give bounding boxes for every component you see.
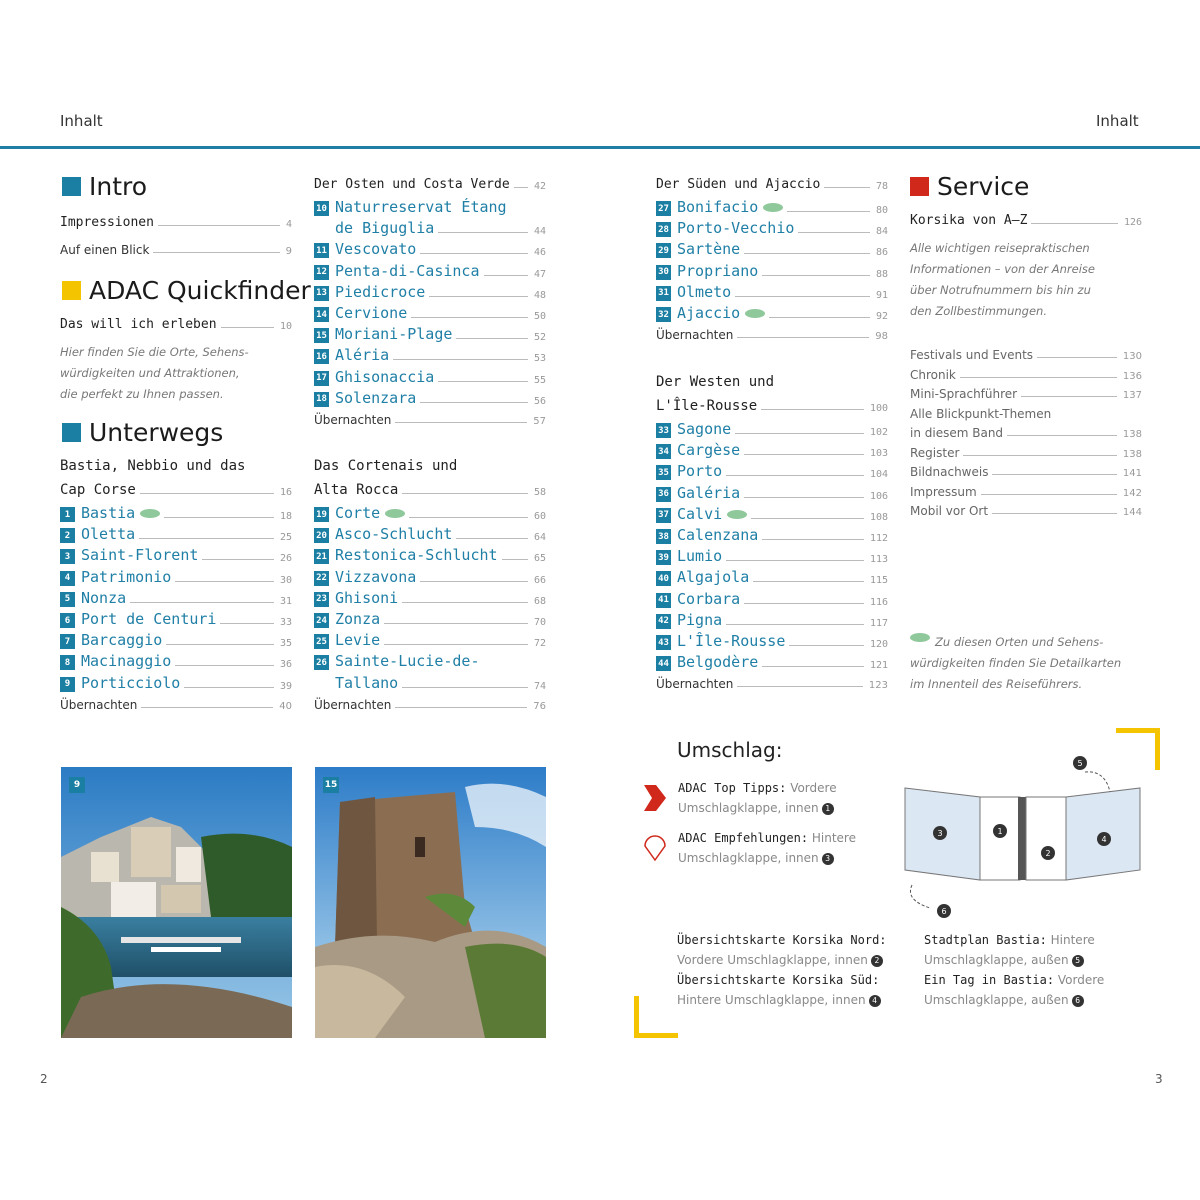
toc-entry[interactable] (60, 523, 292, 543)
top-tip-icon (642, 783, 668, 817)
corner-mark (1116, 728, 1160, 733)
place-number-badge: 13 (314, 286, 329, 301)
toc-entry[interactable]: Impressum 142 (910, 484, 1142, 499)
toc-entry[interactable] (314, 502, 546, 522)
page-number: 46 (533, 247, 546, 259)
detail-map-icon (763, 203, 783, 212)
page-number: 102 (869, 427, 888, 438)
place-number-badge: 16 (314, 349, 329, 364)
place-number-badge: 21 (314, 549, 329, 564)
place-name: Naturreservat Étang (335, 198, 507, 216)
toc-entry[interactable]: Alle Blickpunkt-Themen (910, 406, 1052, 421)
page-number: 60 (533, 511, 546, 522)
page-number: 47 (533, 268, 546, 280)
toc-entry[interactable] (656, 460, 888, 480)
place-name: Nonza (81, 588, 127, 607)
page-number: 30 (279, 574, 292, 586)
toc-entry[interactable] (60, 672, 292, 692)
toc-entry[interactable] (656, 260, 888, 280)
page-number: 117 (869, 617, 888, 629)
place-name: Moriani-Plage (335, 325, 453, 344)
place-number-badge: 14 (314, 307, 329, 322)
toc-entry[interactable] (60, 608, 292, 628)
detail-map-icon (745, 309, 765, 318)
toc-entry[interactable] (60, 650, 292, 670)
toc-entry-stay[interactable]: Übernachten 40 (60, 697, 292, 712)
unterwegs-square-icon (62, 423, 81, 442)
place-number-badge: 2 (60, 528, 75, 543)
page-number: 74 (533, 680, 546, 692)
page-number-right: 3 (1155, 1072, 1163, 1086)
toc-entry[interactable] (656, 439, 888, 459)
toc-entry[interactable] (314, 629, 546, 649)
toc-entry[interactable] (314, 366, 546, 386)
toc-entry[interactable] (314, 323, 546, 343)
corner-mark (634, 1033, 678, 1038)
toc-entry[interactable] (314, 238, 546, 258)
page-number: 25 (279, 532, 292, 544)
place-name: Oletta (81, 525, 136, 544)
place-name: Algajola (677, 568, 750, 587)
place-name: Port de Centuri (81, 610, 217, 628)
place-name: Olmeto (677, 282, 732, 301)
place-number-badge: 5 (60, 592, 75, 607)
place-name: L'Île-Rousse (677, 632, 786, 650)
section-service-title: Service (937, 172, 1030, 201)
legend-maps: Übersichtskarte Korsika Nord: Vordere Umschlagklappe, innen 2 Übersichtskarte Korsika Süd: Hintere Umschlagklappe, innen 4 (677, 933, 887, 1007)
toc-entry[interactable]: Der Osten und Costa Verde 42 (314, 177, 546, 192)
place-number-badge: 40 (656, 571, 671, 586)
toc-entry[interactable]: Bildnachweis 141 (910, 465, 1142, 479)
page-number: 115 (869, 575, 888, 587)
toc-entry[interactable] (314, 302, 546, 322)
place-name: Tallano (335, 673, 399, 692)
place-number-badge: 42 (656, 614, 671, 629)
place-number-badge: 25 (314, 634, 329, 649)
page-number: 65 (533, 553, 546, 565)
place-number-badge: 33 (656, 423, 671, 438)
section-quickfinder-title: ADAC Quickfinder (89, 276, 311, 305)
toc-entry[interactable] (60, 544, 292, 564)
section-unterwegs-title: Unterwegs (89, 418, 224, 447)
place-number-badge: 27 (656, 201, 671, 216)
page-number-left: 2 (40, 1072, 48, 1086)
legend-top-tips: ADAC Top Tipps: Vordere Umschlagklappe, innen 1 (678, 781, 837, 815)
toc-entry-stay[interactable]: Übernachten 98 (656, 328, 888, 343)
page-number: 50 (533, 311, 546, 322)
place-name: Bonifacio (677, 198, 759, 216)
section-quickfinder (62, 276, 311, 305)
toc-entry[interactable] (656, 418, 888, 438)
toc-entry[interactable]: L'Île-Rousse 100 (656, 398, 888, 414)
quickfinder-note: Hier finden Sie die Orte, Sehens- würdigkeiten und Attraktionen, die perfekt zu Ihnen passen. (60, 345, 249, 401)
page-number: 26 (279, 553, 292, 565)
toc-entry[interactable] (314, 196, 546, 216)
toc-group-bastia: Bastia, Nebbio und das Cap Corse 16 1 Bastia 18 2 Oletta 25 3 Saint-Florent 26 4 Patrimonio 30 5 Nonza 31 6 Port de Centuri 33 7 Barcaggio 35 8 Macinaggio 36 9 Porticciolo 39 Übernachten 40 (60, 458, 292, 712)
section-service (910, 172, 1029, 201)
toc-entry[interactable] (656, 281, 888, 301)
place-number-badge: 44 (656, 656, 671, 671)
place-number-badge: 18 (314, 392, 329, 407)
place-name: Levie (335, 631, 381, 650)
page-number: 52 (533, 332, 546, 344)
toc-entry[interactable] (314, 281, 546, 301)
place-name: Sartène (677, 240, 741, 259)
toc-group-osten (314, 170, 546, 440)
toc-entry[interactable] (314, 608, 546, 628)
map-note: Zu diesen Orten und Sehens- würdigkeiten finden Sie Detailkarten im Innenteil des Reiseführers. (910, 635, 1122, 691)
place-number-badge: 41 (656, 593, 671, 608)
page-number: 18 (279, 511, 292, 522)
toc-entry[interactable] (656, 196, 888, 216)
toc-entry[interactable]: Korsika von A–Z 126 (910, 213, 1142, 228)
place-name: Belgodère (677, 653, 759, 672)
place-name: Calvi (677, 504, 723, 523)
page-number: 80 (875, 205, 888, 216)
place-name: Aléria (335, 346, 390, 365)
place-number-badge: 17 (314, 371, 329, 386)
photo-tower (315, 767, 546, 1038)
page-number: 53 (533, 353, 546, 365)
toc-entry-cont[interactable] (314, 217, 546, 237)
page-number: 91 (875, 289, 888, 301)
place-number-badge: 34 (656, 444, 671, 459)
place-number-badge: 38 (656, 529, 671, 544)
place-name: Bastia (81, 504, 136, 522)
toc-entry[interactable]: Festivals und Events 130 (910, 348, 1142, 362)
toc-entry[interactable] (314, 544, 546, 564)
place-number-badge: 8 (60, 655, 75, 670)
place-number-badge: 37 (656, 508, 671, 523)
toc-entry[interactable] (314, 344, 546, 364)
place-name: Asco-Schlucht (335, 525, 453, 544)
place-number-badge: 31 (656, 286, 671, 301)
toc-entry-stay[interactable]: Übernachten 76 (314, 697, 546, 712)
toc-entry-cont[interactable] (314, 672, 546, 692)
corner-mark (634, 996, 639, 1038)
toc-entry[interactable] (656, 503, 888, 523)
toc-entry[interactable] (314, 523, 546, 543)
toc-entry[interactable]: Der Süden und Ajaccio 78 (656, 177, 888, 192)
place-name: Ghisonaccia (335, 367, 435, 386)
place-name: Calenzana (677, 526, 759, 544)
toc-group-cortenais: Das Cortenais und Alta Rocca 58 19 Corte 60 20 Asco-Schlucht 64 21 Restonica-Schlucht 65 22 Vizzavona 66 23 Ghisoni 68 24 Zonza 70 25 Levie 72 26 Sainte-Lucie-de- Tallano 74 Übernachten 76 (314, 458, 546, 712)
page-number: 103 (869, 448, 888, 460)
page-number: 36 (279, 659, 292, 671)
quickfinder-square-icon (62, 281, 81, 300)
corner-mark (1155, 728, 1160, 770)
toc-entry[interactable] (60, 587, 292, 607)
place-name: Galéria (677, 483, 741, 502)
page-number: 113 (869, 554, 888, 566)
toc-entry[interactable]: Auf einen Blick 9 (60, 243, 292, 257)
toc-entry[interactable] (656, 302, 888, 322)
place-name: Penta-di-Casinca (335, 261, 480, 280)
page-number: 68 (533, 595, 546, 607)
header-rule (0, 146, 1200, 149)
page-number: 39 (279, 680, 292, 692)
page-number: 48 (533, 289, 546, 301)
place-name: Pigna (677, 610, 723, 629)
place-name: Saint-Florent (81, 546, 199, 565)
place-name: Corbara (677, 589, 741, 608)
toc-entry[interactable]: in diesem Band 138 (910, 426, 1142, 440)
toc-entry[interactable] (656, 482, 888, 502)
detail-map-icon (140, 509, 160, 518)
place-number-badge: 12 (314, 265, 329, 280)
detail-map-icon (727, 510, 747, 519)
place-name: Ajaccio (677, 304, 741, 322)
toc-entry[interactable] (656, 588, 888, 608)
section-unterwegs (62, 418, 223, 447)
place-name: Restonica-Schlucht (335, 546, 498, 565)
page-number: 31 (279, 595, 292, 607)
toc-entry[interactable] (60, 566, 292, 586)
place-name: Propriano (677, 261, 759, 280)
header-left: Inhalt (60, 112, 103, 130)
section-intro (62, 172, 147, 201)
page-number: 104 (869, 469, 888, 481)
toc-entry[interactable] (60, 502, 292, 522)
toc-entry[interactable] (656, 545, 888, 565)
toc-entry[interactable] (656, 651, 888, 671)
place-number-badge: 10 (314, 201, 329, 216)
page-number: 88 (875, 268, 888, 280)
place-name: Vescovato (335, 240, 417, 259)
page-number: 121 (869, 660, 888, 672)
toc-entry[interactable] (314, 587, 546, 607)
place-name: Zonza (335, 610, 381, 628)
toc-entry[interactable]: Mobil vor Ort 144 (910, 504, 1142, 518)
page-number: 116 (869, 596, 888, 608)
place-name: Sainte-Lucie-de- (335, 652, 480, 671)
page-number: 44 (533, 226, 546, 238)
cover-title: Umschlag: (677, 738, 783, 762)
detail-map-icon (910, 633, 930, 642)
place-number-badge: 36 (656, 487, 671, 502)
toc-entry[interactable]: Alta Rocca 58 (314, 482, 546, 498)
service-list (910, 342, 1142, 522)
toc-entry[interactable] (314, 387, 546, 407)
place-number-badge: 19 (314, 507, 329, 522)
page-number: 112 (869, 533, 888, 544)
place-number-badge: 11 (314, 243, 329, 258)
legend-bastia: Stadtplan Bastia: Hintere Umschlagklappe, außen 5 Ein Tag in Bastia: Vordere Umschlagklappe, außen 6 (924, 933, 1105, 1007)
place-name: Ghisoni (335, 588, 399, 607)
place-number-badge: 28 (656, 222, 671, 237)
page-number: 64 (533, 532, 546, 544)
toc-entry[interactable] (656, 566, 888, 586)
place-name: Solenzara (335, 388, 417, 407)
photo-tag: 9 (69, 777, 85, 793)
place-number-badge: 26 (314, 655, 329, 670)
detail-map-icon (385, 509, 405, 518)
place-number-badge: 15 (314, 328, 329, 343)
place-number-badge: 24 (314, 613, 329, 628)
toc-group-westen: Der Westen und L'Île-Rousse 100 33 Sagone 102 34 Cargèse 103 35 Porto 104 36 Galéria 106 37 Calvi 108 38 Calenzana 112 39 Lumio 113 40 Algajola 115 41 Corbara 116 42 Pigna 117 43 L'Île-Rousse 120 44 Belgodère 121 Übernachten 123 (656, 374, 888, 692)
page-number: 86 (875, 247, 888, 259)
place-number-badge: 20 (314, 528, 329, 543)
place-number-badge: 4 (60, 571, 75, 586)
toc-entry[interactable]: Mini-Sprachführer 137 (910, 387, 1142, 401)
place-number-badge: 35 (656, 465, 671, 480)
photo-porticciolo (61, 767, 292, 1038)
toc-entry[interactable]: Impressionen 4 (60, 215, 292, 230)
place-name: Piedicroce (335, 282, 426, 301)
place-number-badge: 43 (656, 635, 671, 650)
page-number: 70 (533, 617, 546, 628)
place-name: Lumio (677, 547, 723, 566)
page-number: 108 (869, 511, 888, 523)
place-name: Corte (335, 504, 381, 522)
page-number: 92 (875, 311, 888, 322)
page-number: 106 (869, 490, 888, 502)
page-number: 84 (875, 226, 888, 238)
place-name: Porticciolo (81, 673, 181, 692)
toc-entry[interactable] (314, 566, 546, 586)
place-number-badge: 23 (314, 592, 329, 607)
page-number: 120 (869, 639, 888, 650)
toc-entry[interactable] (656, 238, 888, 258)
page-number: 33 (279, 617, 292, 628)
place-name: de Biguglia (335, 219, 435, 238)
place-number-badge: 32 (656, 307, 671, 322)
toc-entry[interactable] (656, 609, 888, 629)
toc-entry[interactable] (656, 524, 888, 544)
place-name: Patrimonio (81, 567, 172, 586)
toc-entry[interactable]: Cap Corse 16 (60, 482, 292, 498)
legend-recommendations: ADAC Empfehlungen: Hintere Umschlagklappe, innen 3 (678, 831, 856, 865)
header-right: Inhalt (1096, 112, 1139, 130)
place-number-badge: 9 (60, 677, 75, 692)
place-number-badge: 3 (60, 549, 75, 564)
page-number: 35 (279, 638, 292, 650)
place-name: Sagone (677, 420, 732, 438)
place-name: Cargèse (677, 441, 741, 460)
service-note: Alle wichtigen reisepraktischen Informationen – von der Anreise über Notrufnummern bis hin zu den Zollbestimmungen. (910, 241, 1095, 318)
toc-group-sueden (656, 170, 888, 350)
place-number-badge: 30 (656, 265, 671, 280)
toc-entry-stay[interactable]: Übernachten 57 (314, 413, 546, 427)
cover-fold-diagram: 5 3 1 2 4 6 (900, 750, 1150, 929)
place-number-badge: 6 (60, 613, 75, 628)
place-number-badge: 1 (60, 507, 75, 522)
place-number-badge: 7 (60, 634, 75, 649)
toc-entry[interactable]: Register 138 (910, 445, 1142, 460)
place-name: Barcaggio (81, 631, 163, 650)
page-number: 55 (533, 374, 546, 386)
toc-entry[interactable] (314, 260, 546, 280)
intro-square-icon (62, 177, 81, 196)
toc-entry[interactable] (314, 650, 546, 670)
toc-entry-stay[interactable]: Übernachten 123 (656, 677, 888, 692)
service-square-icon (910, 177, 929, 196)
place-name: Vizzavona (335, 567, 417, 586)
page-number: 72 (533, 638, 546, 650)
section-intro-title: Intro (89, 172, 148, 201)
intro-list (60, 206, 292, 266)
toc-entry[interactable]: Das will ich erleben 10 (60, 317, 292, 332)
place-name: Porto (677, 462, 723, 481)
page-number: 56 (533, 395, 546, 407)
toc-entry[interactable] (656, 217, 888, 237)
place-number-badge: 39 (656, 550, 671, 565)
toc-entry[interactable] (60, 629, 292, 649)
place-number-badge: 29 (656, 243, 671, 258)
recommend-icon (642, 832, 668, 866)
place-number-badge: 22 (314, 571, 329, 586)
toc-entry[interactable] (656, 630, 888, 650)
place-name: Porto-Vecchio (677, 219, 795, 238)
photo-tag: 15 (323, 777, 339, 793)
place-name: Cervione (335, 304, 408, 322)
toc-entry[interactable]: Chronik 136 (910, 367, 1142, 382)
page-number: 66 (533, 574, 546, 586)
place-name: Macinaggio (81, 652, 172, 671)
